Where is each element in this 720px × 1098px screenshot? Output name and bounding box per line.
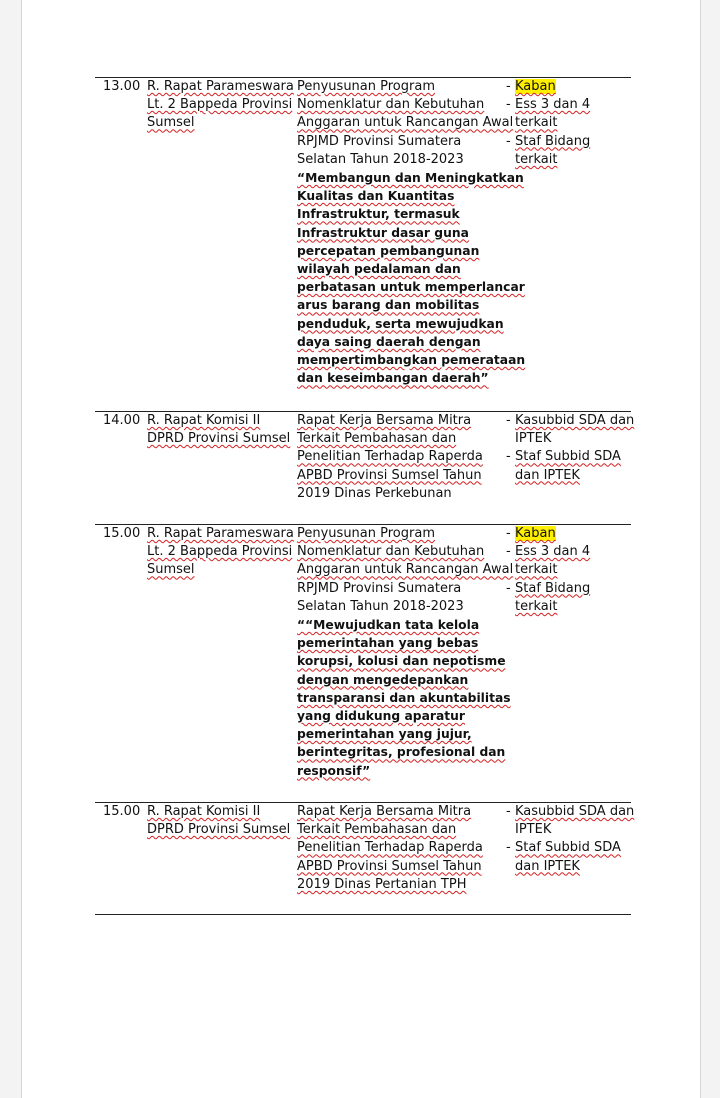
pic-item: - Kaban (506, 526, 556, 541)
agenda-line: Selatan Tahun 2018-2023 (297, 151, 464, 167)
place-line: R. Rapat Komisi II (147, 413, 261, 428)
quote-line: perbatasan untuk memperlancar (297, 280, 525, 295)
agenda-line: Terkait Pembahasan dan (297, 431, 457, 447)
agenda-line: Penelitian Terhadap Raperda (297, 449, 483, 465)
pic-cell (505, 803, 633, 876)
quote-line: Kualitas dan Kuantitas (297, 189, 455, 204)
place-cell (147, 412, 295, 448)
quote-line: penduduk, serta mewujudkan (297, 316, 504, 331)
quote-line: dengan mengedepankan (297, 672, 469, 687)
pic-line: Staf Bidang (515, 580, 591, 596)
pic-line: Kaban (515, 79, 556, 94)
time-text: 15.00 (103, 526, 141, 541)
pic-item: - Ess 3 dan 4 terkait (505, 543, 633, 579)
quote-line: dan keseimbangan daerah” (297, 371, 489, 386)
schedule-row-2 (95, 411, 635, 501)
place-line: Lt. 2 Bappeda Provinsi (147, 544, 293, 560)
pic-line: Kasubbid SDA dan (515, 804, 635, 819)
agenda-line: Penyusunan Program (297, 79, 435, 94)
quote-line: “Membangun dan Meningkatkan (297, 171, 524, 186)
agenda-line: Penyusunan Program (297, 526, 435, 541)
quote-line: korupsi, kolusi dan nepotisme (297, 654, 506, 669)
pic-line: terkait (515, 151, 558, 167)
quote-line: berintegritas, profesional dan (297, 745, 506, 760)
pic-line: terkait (515, 598, 558, 614)
pic-item: - Staf Subbid SDA dan IPTEK (505, 839, 633, 875)
quote-line: wilayah pedalaman dan (297, 262, 461, 277)
time-cell (103, 803, 147, 821)
place-cell (147, 78, 295, 133)
pic-cell (505, 78, 633, 169)
place-line: Sumsel (147, 115, 195, 131)
pic-line: Ess 3 dan 4 (515, 97, 591, 113)
agenda-cell (297, 412, 505, 503)
agenda-line: Anggaran untuk Rancangan Awal (297, 115, 514, 131)
pic-item: - Staf Subbid SDA dan IPTEK (505, 448, 633, 484)
quote-line: pemerintahan yang bebas (297, 636, 479, 651)
pic-line: Kaban (515, 526, 556, 541)
pic-line: dan IPTEK (515, 858, 580, 874)
place-line: Sumsel (147, 562, 195, 578)
agenda-cell (297, 803, 505, 894)
pic-line: Kasubbid SDA dan (515, 413, 635, 428)
quote-line: arus barang dan mobilitas (297, 298, 480, 313)
quote-line: Infrastruktur, termasuk (297, 207, 460, 222)
time-text: 14.00 (103, 413, 141, 428)
quote-line: percepatan pembangunan (297, 243, 480, 258)
agenda-line: 2019 Dinas Perkebunan (297, 485, 452, 501)
place-line: DPRD Provinsi Sumsel (147, 822, 291, 838)
agenda-line: Nomenklatur dan Kebutuhan (297, 97, 485, 113)
time-cell (103, 525, 147, 543)
pic-item: - Kasubbid SDA dan IPTEK (505, 412, 633, 448)
time-text: 13.00 (103, 79, 141, 94)
agenda-line: APBD Provinsi Sumsel Tahun (297, 467, 482, 483)
quote-line: mempertimbangkan pemerataan (297, 353, 526, 368)
pic-line: Staf Subbid SDA (515, 449, 621, 465)
place-cell (147, 803, 295, 839)
pic-item: - Staf Bidang terkait (505, 133, 633, 169)
time-cell (103, 412, 147, 430)
agenda-line: Anggaran untuk Rancangan Awal (297, 562, 514, 578)
pic-line: terkait (515, 115, 558, 131)
place-cell (147, 525, 295, 580)
agenda-line: Terkait Pembahasan dan (297, 822, 457, 838)
agenda-cell (297, 78, 526, 387)
quote-line: pemerintahan yang jujur, (297, 727, 472, 742)
pic-line: Ess 3 dan 4 (515, 544, 591, 560)
agenda-line: Penelitian Terhadap Raperda (297, 840, 483, 856)
pic-line: IPTEK (515, 822, 552, 838)
agenda-line: 2019 Dinas Pertanian TPH (297, 876, 467, 892)
quote-line: ““Mewujudkan tata kelola (297, 618, 480, 633)
agenda-line: Selatan Tahun 2018-2023 (297, 598, 464, 614)
quote-line: transparansi dan akuntabilitas (297, 690, 511, 705)
agenda-line: APBD Provinsi Sumsel Tahun (297, 858, 482, 874)
time-text: 15.00 (103, 804, 141, 819)
place-line: R. Rapat Parameswara (147, 526, 294, 541)
agenda-line: Nomenklatur dan Kebutuhan (297, 544, 485, 560)
place-line: R. Rapat Parameswara (147, 79, 294, 94)
place-line: Lt. 2 Bappeda Provinsi (147, 97, 293, 113)
pic-line: dan IPTEK (515, 467, 580, 483)
pic-item: - Staf Bidang terkait (505, 580, 633, 616)
agenda-line: RPJMD Provinsi Sumatera (297, 133, 462, 149)
pic-cell (505, 412, 633, 485)
quote-line: yang didukung aparatur (297, 709, 465, 724)
agenda-line: Rapat Kerja Bersama Mitra (297, 804, 472, 819)
time-cell (103, 78, 147, 96)
pic-item: - Kaban (506, 79, 556, 94)
place-line: R. Rapat Komisi II (147, 804, 261, 819)
pic-line: Staf Subbid SDA (515, 840, 621, 856)
place-line: DPRD Provinsi Sumsel (147, 431, 291, 447)
agenda-line: RPJMD Provinsi Sumatera (297, 580, 462, 596)
quote-line: Infrastruktur dasar guna (297, 225, 469, 240)
quote-line: daya saing daerah dengan (297, 334, 481, 349)
pic-line: terkait (515, 562, 558, 578)
schedule-row-4 (95, 802, 635, 892)
table-bottom-rule (95, 914, 631, 915)
pic-line: Staf Bidang (515, 133, 591, 149)
agenda-cell (297, 525, 514, 780)
pic-cell (505, 525, 633, 616)
agenda-line: Rapat Kerja Bersama Mitra (297, 413, 472, 428)
pic-item: - Kasubbid SDA dan IPTEK (505, 803, 633, 839)
pic-item: - Ess 3 dan 4 terkait (505, 96, 633, 132)
schedule-row-1 (95, 77, 631, 386)
pic-line: IPTEK (515, 431, 552, 447)
schedule-row-3 (95, 524, 631, 778)
quote-line: responsif” (297, 763, 371, 778)
